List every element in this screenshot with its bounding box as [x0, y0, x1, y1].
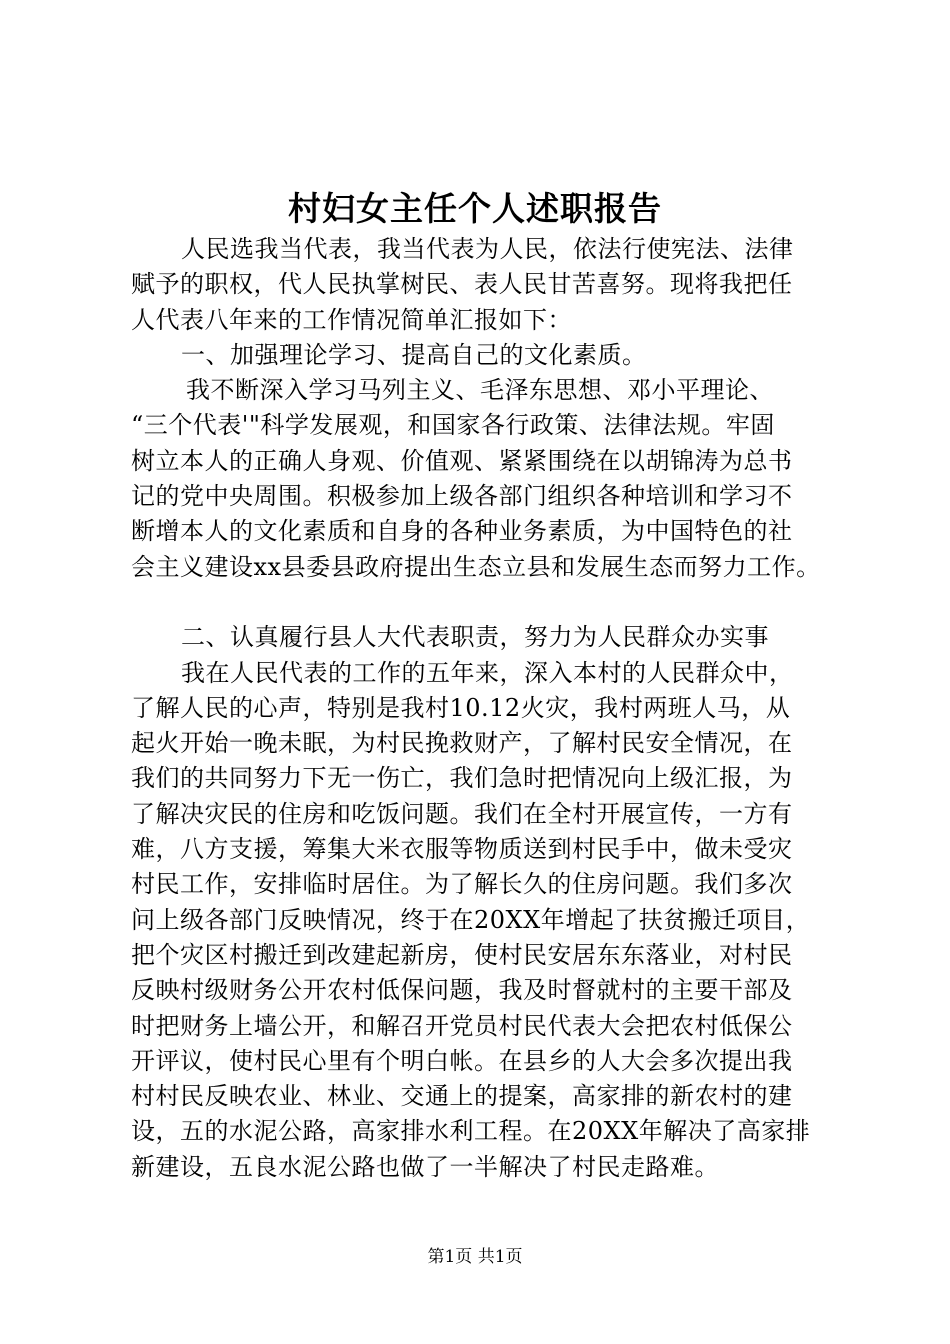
paragraph-line: 赋予的职权，代人民执掌树民、表人民甘苦喜努。现将我把任 — [131, 270, 793, 299]
paragraph-line: 我在人民代表的工作的五年来，深入本村的人民群众中， — [181, 658, 794, 687]
paragraph-line: 反映村级财务公开农村低保问题，我及时督就村的主要干部及 — [131, 976, 793, 1005]
section-heading: 一、加强理论学习、提高自己的文化素质。 — [181, 340, 647, 369]
paragraph-line: 新建设，五良水泥公路也做了一半解决了村民走路难。 — [131, 1152, 719, 1181]
paragraph-line: 记的党中央周围。积极参加上级各部门组织各种培训和学习不 — [131, 482, 793, 511]
paragraph-line: “三个代表'"科学发展观，和国家各行政策、法律法规。牢固 — [131, 411, 775, 440]
paragraph-line: 会主义建设xx县委县政府提出生态立县和发展生态而努力工作。 — [131, 552, 821, 581]
paragraph-line: 了解决灾民的住房和吃饭问题。我们在全村开展宣传，一方有 — [131, 799, 793, 828]
paragraph-line: 问上级各部门反映情况，终于在20XX年增起了扶贫搬迁项目， — [131, 905, 811, 934]
paragraph-line: 把个灾区村搬迁到改建起新房，使村民安居东东落业，对村民 — [131, 940, 793, 969]
section-heading: 二、认真履行县人大代表职责，努力为人民群众办实事 — [181, 623, 769, 652]
paragraph-line: 时把财务上墙公开，和解召开党员村民代表大会把农村低保公 — [131, 1011, 793, 1040]
paragraph-line: 设，五的水泥公路，高家排水利工程。在20XX年解决了高家排 — [131, 1117, 811, 1146]
paragraph-line: 村民工作，安排临时居住。为了解长久的住房问题。我们多次 — [131, 870, 793, 899]
paragraph-line: 我不断深入学习马列主义、毛泽东思想、邓小平理论、 — [186, 376, 774, 405]
paragraph-line: 了解人民的心声，特别是我村10.12火灾，我村两班人马，从 — [131, 693, 791, 722]
document-body — [131, 232, 831, 1185]
paragraph-line: 树立本人的正确人身观、价值观、紧紧围绕在以胡锦涛为总书 — [131, 446, 793, 475]
paragraph-line: 人民选我当代表，我当代表为人民，依法行使宪法、法律 — [181, 235, 794, 263]
paragraph-line: 断增本人的文化素质和自身的各种业务素质，为中国特色的社 — [131, 517, 793, 546]
paragraph-line: 难，八方支援，筹集大米衣服等物质送到村民手中，做未受灾 — [131, 835, 793, 864]
paragraph-line: 人代表八年来的工作情况简单汇报如下： — [131, 305, 572, 334]
paragraph-line: 村村民反映农业、林业、交通上的提案，高家排的新农村的建 — [131, 1082, 793, 1111]
page-footer: 第1页 共1页 — [427, 1247, 523, 1267]
blank-line — [131, 585, 831, 620]
paragraph-line: 开评议，使村民心里有个明白帐。在县乡的人大会多次提出我 — [131, 1046, 793, 1075]
paragraph-line: 我们的共同努力下无一伤亡，我们急时把情况向上级汇报，为 — [131, 764, 793, 793]
paragraph-line: 起火开始一晚未眠，为村民挽救财产，了解村民安全情况，在 — [131, 729, 793, 758]
page-title: 村妇女主任个人述职报告 — [288, 189, 662, 228]
